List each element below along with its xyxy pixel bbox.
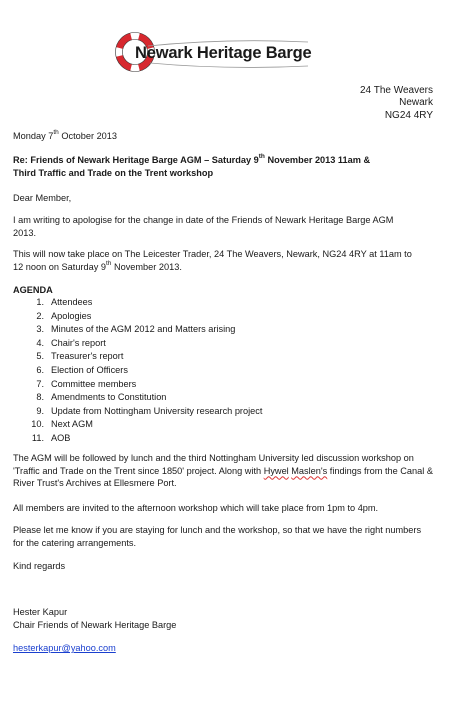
salutation: Dear Member, <box>13 193 72 203</box>
logo-text: Newark Heritage Barge <box>135 44 312 62</box>
paragraph-apology: I am writing to apologise for the change in date of the Friends of Newark Heritage Barge AGM 2013. <box>13 215 394 238</box>
address-line-3: NG24 4RY <box>384 109 433 121</box>
agenda-item <box>29 350 329 364</box>
agenda-item-text: Update from Nottingham University research project <box>51 405 263 416</box>
agenda-item-text: Apologies <box>51 310 92 321</box>
logo <box>112 32 312 74</box>
agenda-item-text: Election of Officers <box>51 364 128 375</box>
agenda-item <box>29 323 329 337</box>
agenda-item-number: 4. <box>36 337 44 348</box>
subject-line: Re: Friends of Newark Heritage Barge AGM – Saturday 9th November 2013 11am & Third Traffic and Trade on the Trent workshop <box>13 153 371 178</box>
agenda-heading: AGENDA <box>13 285 53 295</box>
agenda-item <box>29 337 329 351</box>
agenda-item-text: Next AGM <box>51 419 93 430</box>
paragraph-invitation: All members are invited to the afternoon workshop which will take place from 1pm to 4pm. <box>13 503 379 513</box>
agenda-item <box>29 364 329 378</box>
agenda-item-text: Minutes of the AGM 2012 and Matters arising <box>51 324 236 335</box>
agenda-item <box>29 405 329 419</box>
agenda-item-number: 9. <box>36 405 44 416</box>
agenda-item-number: 2. <box>36 310 44 321</box>
signature-name: Hester Kapur <box>13 607 68 617</box>
agenda-item-text: Committee members <box>51 378 137 389</box>
agenda-item <box>29 310 329 324</box>
agenda-item-number: 8. <box>36 392 44 403</box>
sender-address <box>360 85 433 122</box>
paragraph-venue: This will now take place on The Leicester Trader, 24 The Weavers, Newark, NG24 4RY at 11am to 12 noon on Saturday 9th November 2013. <box>13 249 412 272</box>
agenda-item-number: 6. <box>36 364 44 375</box>
agenda-item-number: 11. <box>31 432 44 443</box>
agenda-item <box>29 296 329 310</box>
agenda-item-text: Treasurer's report <box>51 351 124 362</box>
letter-date: Monday 7th October 2013 <box>13 129 118 141</box>
paragraph-workshop: The AGM will be followed by lunch and the third Nottingham University led discussion workshop on 'Traffic and Trade on the Trent since 1850' project. Along with Hywel Maslen's findings from the Canal & River Trust's Archives at Ellesmere Port. <box>13 453 433 489</box>
misspelled-name: Maslen's <box>291 465 328 476</box>
paragraph-catering: Please let me know if you are staying for lunch and the workshop, so that we have the right numbers for the catering arrangements. <box>13 525 422 548</box>
agenda-item <box>29 378 329 392</box>
agenda-item <box>29 432 329 446</box>
email-link[interactable]: hesterkapur@yahoo.com <box>13 643 116 653</box>
closing: Kind regards <box>13 561 66 571</box>
signature-title: Chair Friends of Newark Heritage Barge <box>13 620 177 630</box>
agenda-item-number: 5. <box>36 351 44 362</box>
agenda-item <box>29 418 329 432</box>
agenda-item-text: Amendments to Constitution <box>51 392 167 403</box>
agenda-item-number: 3. <box>36 324 44 335</box>
agenda-item-text: AOB <box>51 432 71 443</box>
agenda-item-text: Attendees <box>51 297 93 307</box>
agenda-item-number: 1. <box>36 297 44 307</box>
agenda-item-number: 7. <box>36 378 44 389</box>
agenda-list <box>29 296 329 446</box>
agenda <box>13 285 263 443</box>
agenda-item-number: 10. <box>31 419 44 430</box>
address-line-2: Newark <box>399 97 433 109</box>
agenda-item-text: Chair's report <box>51 337 106 348</box>
agenda-item <box>29 391 329 405</box>
address-line-1: 24 The Weavers <box>359 85 433 96</box>
misspelled-name: Hywel <box>263 465 289 476</box>
